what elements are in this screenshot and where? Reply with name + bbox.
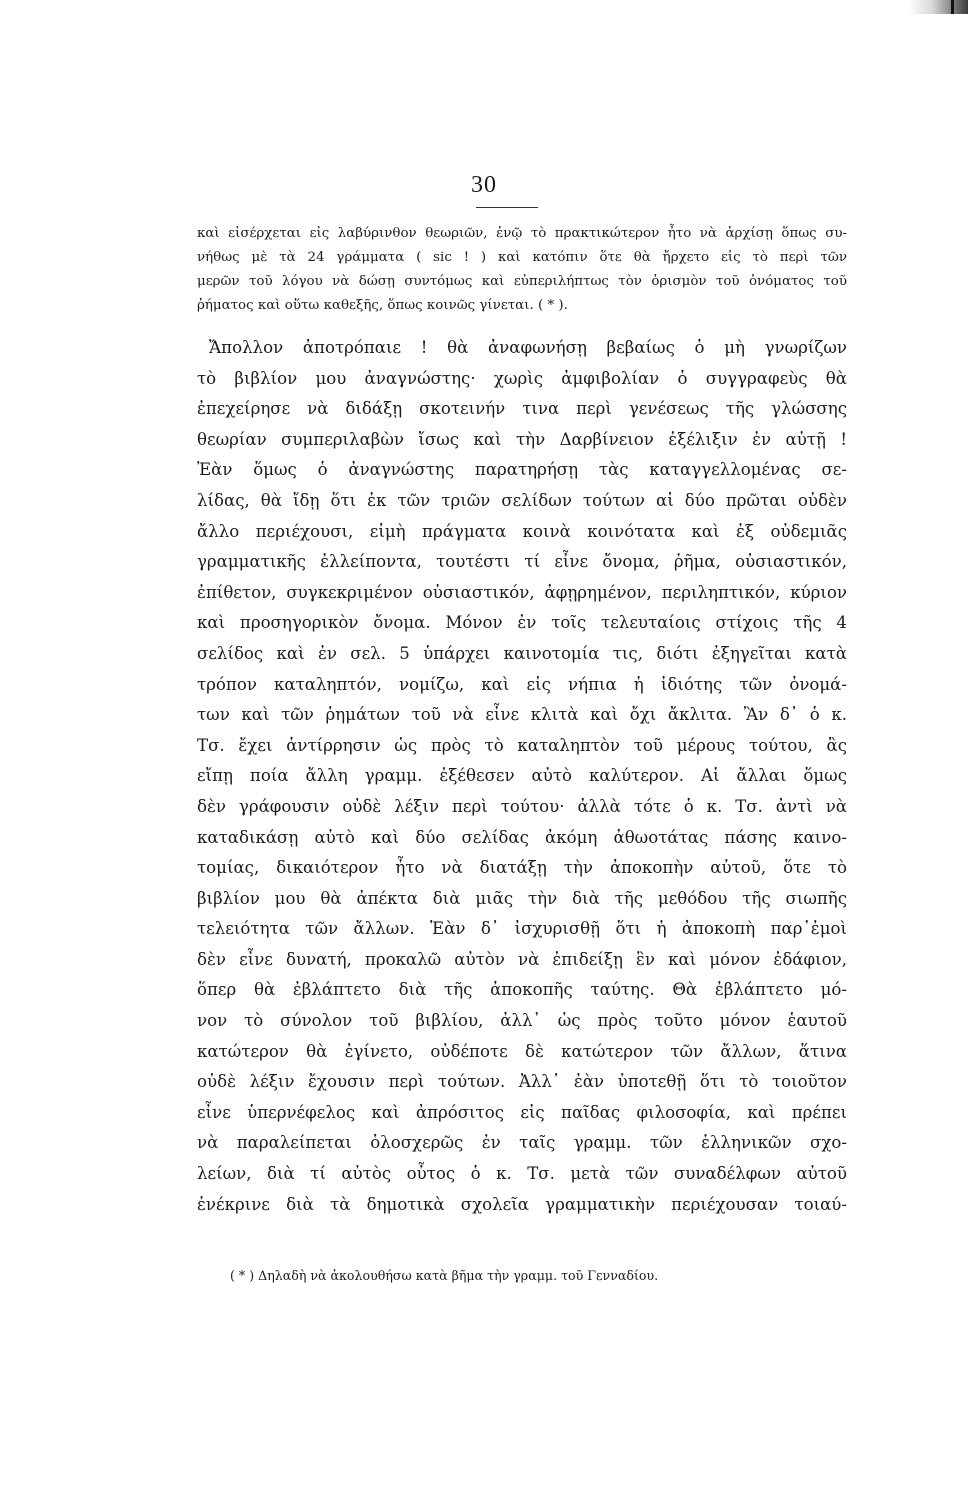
- intro-paragraph: [197, 222, 847, 318]
- text-line: βιβλίον μου θὰ ἀπέκτα διὰ μιᾶς τὴν διὰ τῆς μεθόδου τῆς σιωπῆς: [197, 888, 847, 908]
- text-line: σελίδος καὶ ἐν σελ. 5 ὑπάρχει καινοτομία τις, διότι ἐξηγεῖται κατὰ: [197, 643, 847, 663]
- text-line: λίδας, θὰ ἴδῃ ὅτι ἐκ τῶν τριῶν σελίδων τούτων αἱ δύο πρῶται οὐδὲν: [197, 490, 847, 510]
- text-line: ἄλλο περιέχουσι, εἰμὴ πράγματα κοινὰ κοινότατα καὶ ἐξ οὐδεμιᾶς: [197, 521, 847, 541]
- text-line: νὰ παραλείπεται ὁλοσχερῶς ἐν ταῖς γραμμ. τῶν ἑλληνικῶν σχο-: [197, 1133, 847, 1153]
- text-line: τὸ βιβλίον μου ἀναγνώστης· χωρὶς ἀμφιβολίαν ὁ συγγραφεὺς θὰ: [197, 368, 847, 388]
- text-line: κατώτερον θὰ ἐγίνετο, οὐδέποτε δὲ κατώτερον τῶν ἄλλων, ἅτινα: [197, 1041, 847, 1061]
- text-line: νήθως μὲ τὰ 24 γράμματα ( sic ! ) καὶ κατόπιν ὅτε θὰ ἤρχετο εἰς τὸ περὶ τῶν: [197, 250, 847, 265]
- text-line: δὲν γράφουσιν οὐδὲ λέξιν περὶ τούτου· ἀλλὰ τότε ὁ κ. Τσ. ἀντὶ νὰ: [197, 796, 847, 816]
- page-number: 30: [471, 172, 497, 198]
- text-line: Ἐὰν ὅμως ὁ ἀναγνώστης παρατηρήσῃ τὰς καταγγελλομένας σε-: [197, 460, 847, 480]
- text-line: εἶνε ὑπερνέφελος καὶ ἀπρόσιτος εἰς παῖδας φιλοσοφία, καὶ πρέπει: [197, 1102, 847, 1122]
- text-line: οὐδὲ λέξιν ἔχουσιν περὶ τούτων. Ἀλλ᾽ ἐὰν ὑποτεθῇ ὅτι τὸ τοιοῦτον: [197, 1072, 847, 1092]
- text-line: ῥήματος καὶ οὕτω καθεξῆς, ὅπως κοινῶς γίνεται. ( * ).: [197, 298, 568, 313]
- text-line: μερῶν τοῦ λόγου νὰ δώσῃ συντόμως καὶ εὐπεριλήπτως τὸν ὁρισμὸν τοῦ ὀνόματος τοῦ: [197, 274, 847, 289]
- text-line: τελειότητα τῶν ἄλλων. Ἐὰν δ᾽ ἰσχυρισθῇ ὅτι ἡ ἀποκοπὴ παρ᾽ἐμοὶ: [197, 919, 847, 939]
- text-line: ἐνέκρινε διὰ τὰ δημοτικὰ σχολεῖα γραμματικὴν περιέχουσαν τοιαύ-: [197, 1194, 847, 1214]
- header-rule: [476, 207, 538, 208]
- text-line: ἐπεχείρησε νὰ διδάξῃ σκοτεινήν τινα περὶ γενέσεως τῆς γλώσσης: [197, 399, 847, 419]
- text-line: τομίας, δικαιότερον ἦτο νὰ διατάξῃ τὴν ἀποκοπὴν αὐτοῦ, ὅτε τὸ: [197, 858, 847, 878]
- text-line: ὅπερ θὰ ἐβλάπτετο διὰ τῆς ἀποκοπῆς ταύτης. Θὰ ἐβλάπτετο μό-: [197, 980, 847, 1000]
- text-line: γραμματικῆς ἐλλείποντα, τουτέστι τί εἶνε ὄνομα, ῥῆμα, οὐσιαστικόν,: [197, 552, 847, 572]
- text-line: των καὶ τῶν ῥημάτων τοῦ νὰ εἶνε κλιτὰ καὶ ὄχι ἄκλιτα. Ἂν δ᾽ ὁ κ.: [197, 705, 847, 725]
- text-line: τρόπον καταληπτόν, νομίζω, καὶ εἰς νήπια ἡ ἰδιότης τῶν ὀνομά-: [197, 674, 847, 694]
- footnote: ( * ) Δηλαδὴ νὰ ἀκολουθήσω κατὰ βῆμα τὴν γραμμ. τοῦ Γενναδίου.: [230, 1268, 659, 1283]
- text-line: καὶ εἰσέρχεται εἰς λαβύρινθον θεωριῶν, ἐνῷ τὸ πρακτικώτερον ἦτο νὰ ἀρχίσῃ ὅπως συ-: [197, 226, 847, 241]
- main-text-body: [197, 333, 847, 1220]
- text-line: Τσ. ἔχει ἀντίρρησιν ὡς πρὸς τὸ καταληπτὸν τοῦ μέρους τούτου, ἂς: [197, 735, 847, 755]
- scan-edge-mark: [908, 0, 968, 14]
- text-line: λείων, διὰ τί αὐτὸς οὗτος ὁ κ. Τσ. μετὰ τῶν συναδέλφων αὐτοῦ: [197, 1164, 847, 1184]
- text-line: ἐπίθετον, συγκεκριμένον οὐσιαστικόν, ἀφῃρημένον, περιληπτικόν, κύριον: [197, 582, 847, 602]
- text-line: εἴπῃ ποία ἄλλη γραμμ. ἐξέθεσεν αὐτὸ καλύτερον. Αἱ ἄλλαι ὅμως: [197, 766, 847, 786]
- text-line: καὶ προσηγορικὸν ὄνομα. Μόνον ἐν τοῖς τελευταίοις στίχοις τῆς 4: [197, 613, 847, 633]
- text-line: Ἄπολλον ἀποτρόπαιε ! θὰ ἀναφωνήσῃ βεβαίως ὁ μὴ γνωρίζων: [209, 338, 847, 357]
- text-line: θεωρίαν συμπεριλαβὼν ἴσως καὶ τὴν Δαρβίνειον ἐξέλιξιν ἐν αὐτῇ !: [197, 429, 847, 449]
- text-line: νον τὸ σύνολον τοῦ βιβλίου, ἀλλ᾽ ὡς πρὸς τοῦτο μόνον ἑαυτοῦ: [197, 1011, 847, 1031]
- text-line: καταδικάσῃ αὐτὸ καὶ δύο σελίδας ἀκόμη ἀθωοτάτας πάσης καινο-: [197, 827, 847, 847]
- text-line: δὲν εἶνε δυνατή, προκαλῶ αὐτὸν νὰ ἐπιδείξῃ ἓν καὶ μόνον ἐδάφιον,: [197, 949, 847, 969]
